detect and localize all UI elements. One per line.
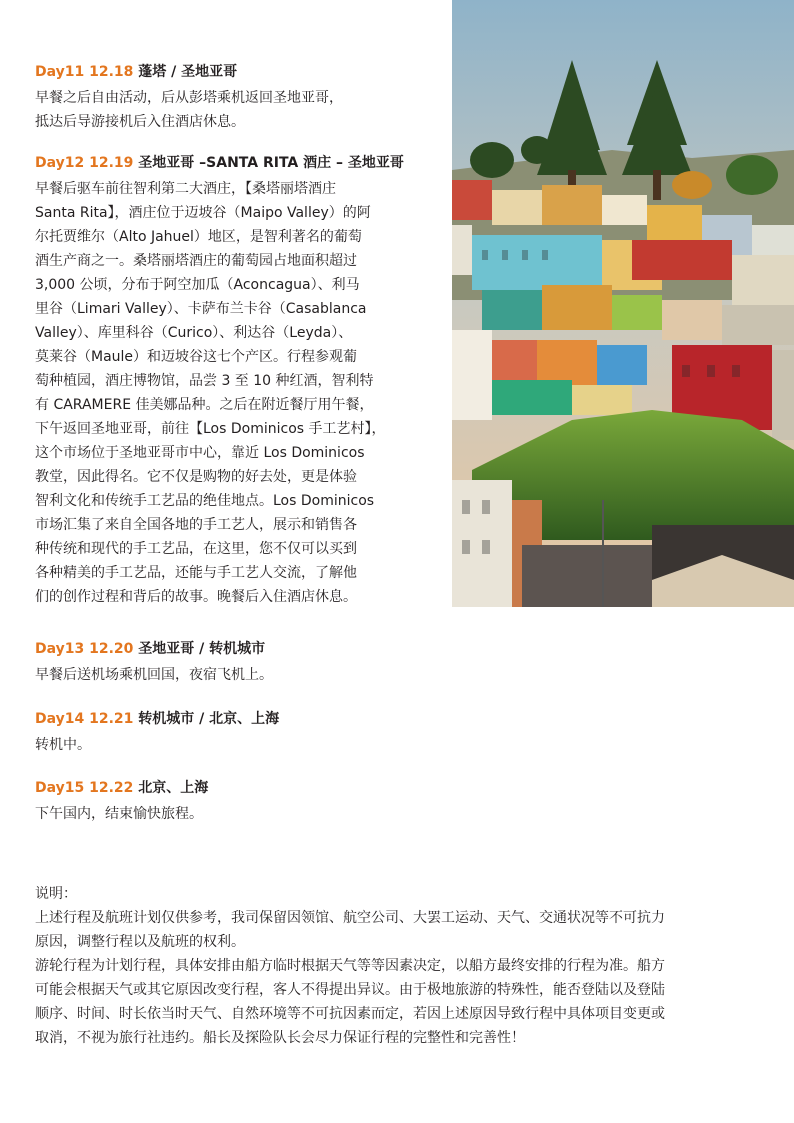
- day-11-heading: [35, 62, 343, 82]
- day-14-description: [35, 733, 279, 757]
- day-12-heading: [35, 153, 404, 173]
- notes-line: 原因，调整行程以及航班的权利。: [35, 934, 245, 950]
- valparaiso-hillside-photo: [452, 0, 794, 607]
- day-12-section: [35, 153, 404, 609]
- day-14-date: Day14 12.21: [35, 711, 134, 727]
- notes-line: 顺序、时间、时长依当时天气、自然环境等不可抗因素而定，若因上述原因导致行程中具体项目变更或: [35, 1006, 665, 1022]
- day-14-title: 转机城市 / 北京、上海: [138, 711, 280, 727]
- day-15-date: Day15 12.22: [35, 780, 134, 796]
- day-12-line: 们的创作过程和背后的故事。晚餐后入住酒店休息。: [35, 589, 357, 605]
- day-11-line: 早餐之后自由活动，后从彭塔乘机返回圣地亚哥，: [35, 90, 343, 106]
- day-12-description: [35, 177, 404, 609]
- day-15-section: [35, 778, 208, 826]
- day-11-title: 蓬塔 / 圣地亚哥: [138, 64, 238, 80]
- day-12-line: 3,000 公顷，分布于阿空加瓜（Aconcagua）、利马: [35, 277, 360, 293]
- day-13-line: 早餐后送机场乘机回国，夜宿飞机上。: [35, 667, 273, 683]
- notes-section: [35, 882, 765, 1050]
- day-11-line: 抵达后导游接机后入住酒店休息。: [35, 114, 245, 130]
- day-12-date: Day12 12.19: [35, 155, 134, 171]
- day-14-line: 转机中。: [35, 737, 91, 753]
- day-15-title: 北京、上海: [138, 780, 209, 796]
- day-15-description: [35, 802, 208, 826]
- day-14-heading: [35, 709, 279, 729]
- day-15-line: 下午国内，结束愉快旅程。: [35, 806, 203, 822]
- day-12-line: 下午返回圣地亚哥，前往【Los Dominicos 手工艺村】，: [35, 421, 386, 437]
- day-13-description: [35, 663, 273, 687]
- notes-heading: 说明：: [35, 886, 77, 902]
- day-12-line: 尔托贾维尔（Alto Jahuel）地区，是智利著名的葡萄: [35, 229, 362, 245]
- day-12-line: Santa Rita】，酒庄位于迈坡谷（Maipo Valley）的阿: [35, 205, 371, 221]
- day-12-line: 早餐后驱车前往智利第二大酒庄，【桑塔丽塔酒庄: [35, 181, 336, 197]
- notes-line: 可能会根据天气或其它原因改变行程，客人不得提出异议。由于极地旅游的特殊性，能否登陆以及登陆: [35, 982, 665, 998]
- day-13-title: 圣地亚哥 / 转机城市: [138, 641, 266, 657]
- notes-line: 取消，不视为旅行社违约。船长及探险队长会尽力保证行程的完整性和完善性！: [35, 1030, 525, 1046]
- day-11-section: [35, 62, 343, 134]
- day-12-line: 智利文化和传统手工艺品的绝佳地点。Los Dominicos: [35, 493, 375, 509]
- day-12-title: 圣地亚哥 –SANTA RITA 酒庄 – 圣地亚哥: [138, 155, 404, 171]
- day-13-section: [35, 639, 273, 687]
- day-12-line: 种传统和现代的手工艺品，在这里，您不仅可以买到: [35, 541, 357, 557]
- day-12-line: 教堂，因此得名。它不仅是购物的好去处，更是体验: [35, 469, 357, 485]
- notes-line: 上述行程及航班计划仅供参考，我司保留因领馆、航空公司、大罢工运动、天气、交通状况等不可抗力: [35, 910, 665, 926]
- day-13-heading: [35, 639, 273, 659]
- day-13-date: Day13 12.20: [35, 641, 134, 657]
- day-12-line: 莫莱谷（Maule）和迈坡谷这七个产区。行程参观葡: [35, 349, 358, 365]
- day-12-line: 这个市场位于圣地亚哥市中心，靠近 Los Dominicos: [35, 445, 365, 461]
- day-11-date: Day11 12.18: [35, 64, 134, 80]
- notes-line: 游轮行程为计划行程，具体安排由船方临时根据天气等等因素决定，以船方最终安排的行程为准。船方: [35, 958, 665, 974]
- day-12-line: 有 CARAMERE 佳美娜品种。之后在附近餐厅用午餐，: [35, 397, 374, 413]
- day-12-line: 酒生产商之一。桑塔丽塔酒庄的葡萄园占地面积超过: [35, 253, 357, 269]
- day-15-heading: [35, 778, 208, 798]
- day-12-line: Valley）、库里科谷（Curico）、利达谷（Leyda）、: [35, 325, 353, 341]
- day-12-line: 里谷（Limari Valley）、卡萨布兰卡谷（Casablanca: [35, 301, 367, 317]
- day-14-section: [35, 709, 279, 757]
- day-12-line: 萄种植园，酒庄博物馆，品尝 3 至 10 种红酒，智利特: [35, 373, 374, 389]
- day-11-description: [35, 86, 343, 134]
- day-12-line: 市场汇集了来自全国各地的手工艺人，展示和销售各: [35, 517, 357, 533]
- day-12-line: 各种精美的手工艺品，还能与手工艺人交流，了解他: [35, 565, 357, 581]
